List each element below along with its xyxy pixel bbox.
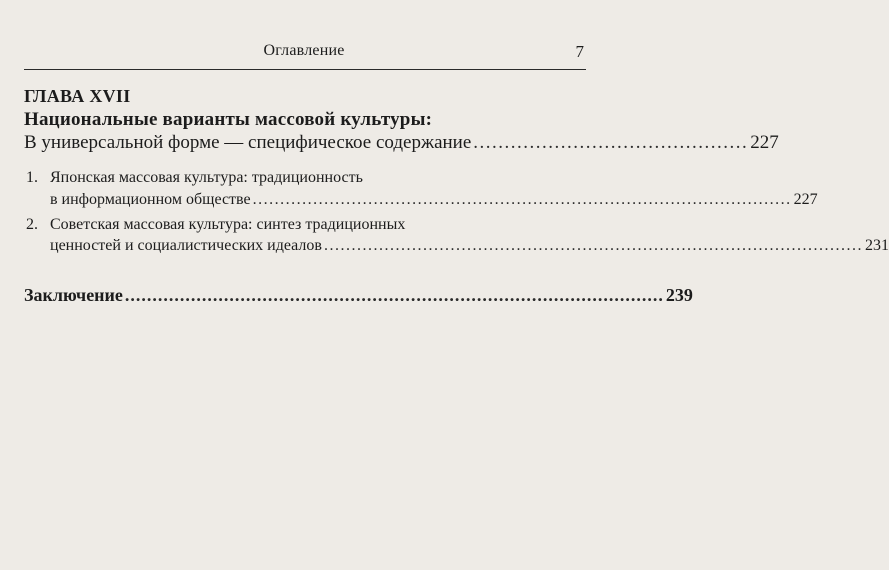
- chapter-page: 227: [750, 132, 779, 153]
- section-number: 2.: [26, 216, 38, 233]
- toc-entry-section[interactable]: [50, 191, 818, 209]
- dot-leader: ..................................................................................................: [252, 191, 792, 208]
- chapter-label: ГЛАВА XVII: [24, 86, 131, 106]
- dot-leader: ..................................................................................................: [124, 285, 664, 305]
- chapter-subtitle: В универсальной форме — специфическое содержание: [24, 132, 472, 153]
- page-number: 7: [575, 42, 584, 61]
- section-page: 231: [864, 237, 889, 254]
- section-page: 227: [793, 191, 818, 208]
- dot-leader: ............................................: [473, 132, 749, 153]
- conclusion-label: Заключение: [24, 285, 123, 305]
- toc-entry-section[interactable]: [50, 237, 889, 255]
- conclusion-page: 239: [665, 285, 693, 305]
- section-title-line2: ценностей и социалистических идеалов: [50, 237, 322, 254]
- dot-leader: ..................................................................................................: [323, 237, 863, 254]
- section-number: 1.: [26, 169, 38, 186]
- toc-entry-chapter[interactable]: [24, 132, 779, 154]
- header-rule: [24, 69, 586, 70]
- toc-entry-conclusion[interactable]: [24, 285, 693, 306]
- section-title-line1[interactable]: Японская массовая культура: традиционность: [50, 169, 363, 186]
- section-title-line1[interactable]: Советская массовая культура: синтез традиционных: [50, 216, 406, 233]
- running-head: [24, 40, 584, 66]
- chapter-title: Национальные варианты массовой культуры:: [24, 109, 433, 130]
- section-title-line2: в информационном обществе: [50, 191, 251, 208]
- running-head-title: Оглавление: [263, 42, 345, 59]
